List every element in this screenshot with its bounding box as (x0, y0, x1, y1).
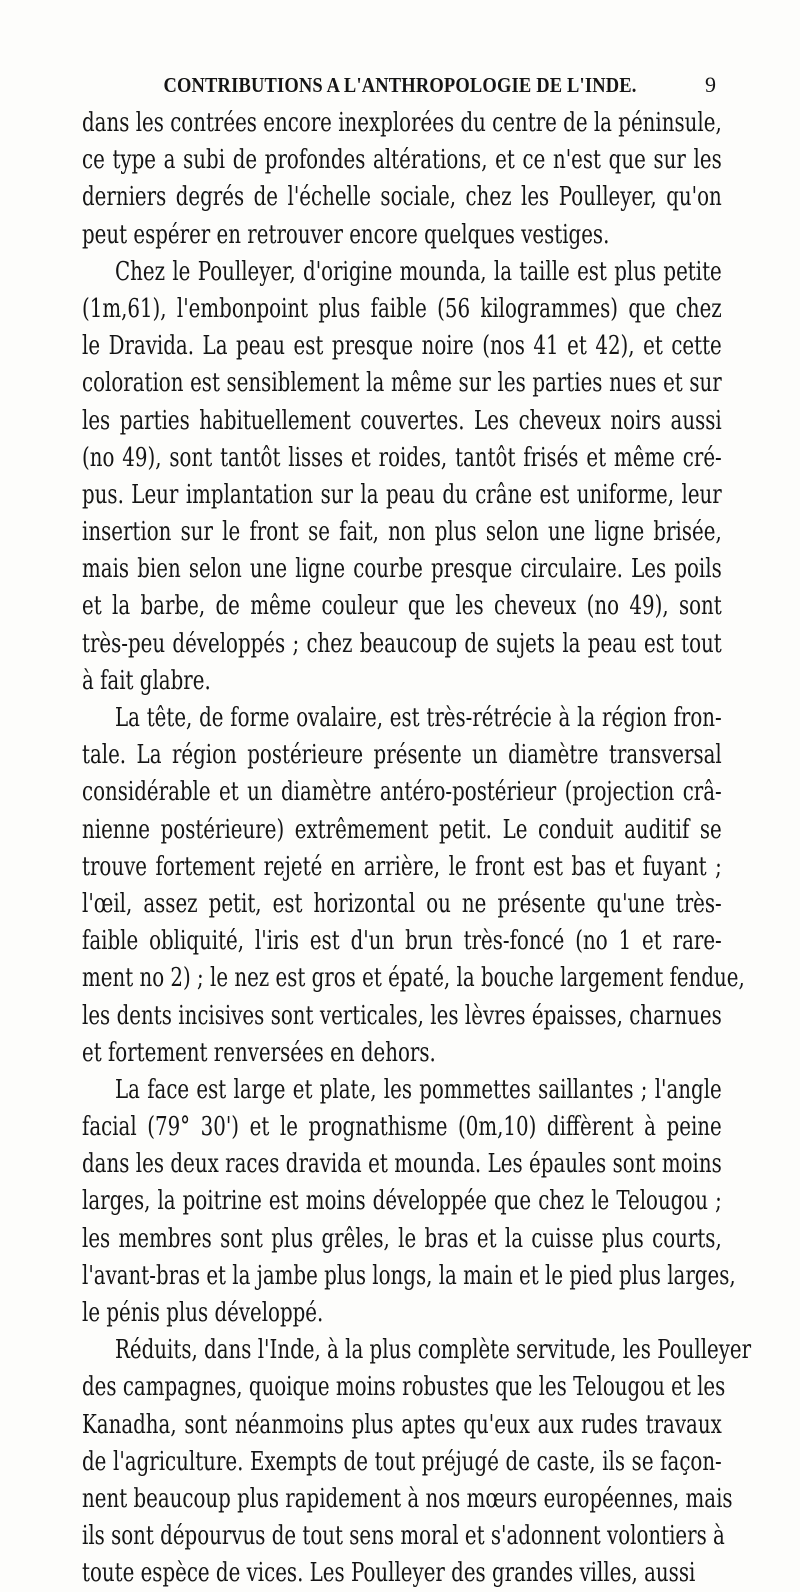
text-line: peut espérer en retrouver encore quelques vestiges. (82, 218, 610, 250)
text-line: de l'agriculture. Exempts de tout préjugé de caste, ils se façon- (82, 1445, 722, 1477)
text-line: trouve fortement rejeté en arrière, le front est bas et fuyant ; (82, 850, 722, 882)
text-line: La face est large et plate, les pommettes saillantes ; l'angle (115, 1073, 722, 1105)
text-line: l'avant-bras et la jambe plus longs, la main et le pied plus larges, (82, 1259, 736, 1291)
text-line: mais bien selon une ligne courbe presque circulaire. Les poils (82, 553, 722, 585)
running-head (120, 70, 716, 100)
text-line: Kanadha, sont néanmoins plus aptes qu'eux aux rudes travaux (82, 1408, 722, 1440)
text-line: La tête, de forme ovalaire, est très-rétrécie à la région fron- (115, 702, 722, 733)
text-line: ils sont dépourvus de tout sens moral et s'adonnent volontiers à (82, 1520, 725, 1552)
text-line: dans les contrées encore inexplorées du centre de la péninsule, (82, 107, 722, 138)
text-line: et fortement renversées en dehors. (82, 1036, 436, 1068)
text-line: ce type a subi de profondes altérations, et ce n'est que sur les (82, 144, 722, 176)
text-line: facial (79° 30') et le prognathisme (0m,10) diffèrent à peine (82, 1111, 722, 1143)
text-line: Chez le Poulleyer, d'origine mounda, la taille est plus petite (115, 255, 722, 287)
text-line: le pénis plus développé. (82, 1297, 324, 1328)
text-line: des campagnes, quoique moins robustes que les Telougou et les (82, 1371, 726, 1403)
text-line: les dents incisives sont verticales, les lèvres épaisses, charnues (82, 999, 722, 1031)
text-line: larges, la poitrine est moins développée que chez le Telougou ; (82, 1185, 722, 1217)
text-line: ment no 2) ; le nez est gros et épaté, la bouche largement fendue, (82, 962, 745, 994)
text-line: coloration est sensiblement la même sur les parties nues et sur (82, 367, 722, 399)
text-line: derniers degrés de l'échelle sociale, chez les Poulleyer, qu'on (82, 181, 722, 213)
text-line: l'œil, assez petit, est horizontal ou ne présente qu'une très- (82, 887, 722, 919)
text-line: à fait glabre. (82, 664, 211, 696)
text-line: faible obliquité, l'iris est d'un brun très-foncé (no 1 et rare- (82, 925, 722, 957)
text-line: et la barbe, de même couleur que les cheveux (no 49), sont (82, 590, 722, 622)
text-line: le Dravida. La peau est presque noire (nos 41 et 42), et cette (82, 330, 722, 362)
running-title: CONTRIBUTIONS A L'ANTHROPOLOGIE DE L'INDE. (163, 73, 637, 97)
text-line: dans les deux races dravida et mounda. Les épaules sont moins (82, 1148, 722, 1180)
text-line: les parties habituellement couvertes. Les cheveux noirs aussi (82, 404, 722, 436)
text-line: considérable et un diamètre antéro-postérieur (projection crâ- (82, 776, 722, 808)
text-line: insertion sur le front se fait, non plus selon une ligne brisée, (82, 516, 722, 548)
text-line: tale. La région postérieure présente un diamètre transversal (82, 739, 722, 771)
text-line: les membres sont plus grêles, le bras et la cuisse plus courts, (82, 1222, 722, 1254)
text-line: (1m,61), l'embonpoint plus faible (56 kilogrammes) que chez (82, 292, 722, 324)
text-line: nent beaucoup plus rapidement à nos mœurs européennes, mais (82, 1482, 733, 1514)
text-line: nienne postérieure) extrêmement petit. Le conduit auditif se (82, 813, 722, 845)
text-line: très-peu développés ; chez beaucoup de sujets la peau est tout (82, 627, 722, 659)
body-text (82, 104, 752, 1592)
text-line: toute espèce de vices. Les Poulleyer des grandes villes, aussi (82, 1557, 696, 1589)
text-line: pus. Leur implantation sur la peau du crâne est uniforme, leur (82, 478, 722, 510)
page-number: 9 (705, 72, 716, 97)
text-line: (no 49), sont tantôt lisses et roides, tantôt frisés et même cré- (82, 441, 722, 473)
text-line: Réduits, dans l'Inde, à la plus complète servitude, les Poulleyer (115, 1334, 752, 1366)
